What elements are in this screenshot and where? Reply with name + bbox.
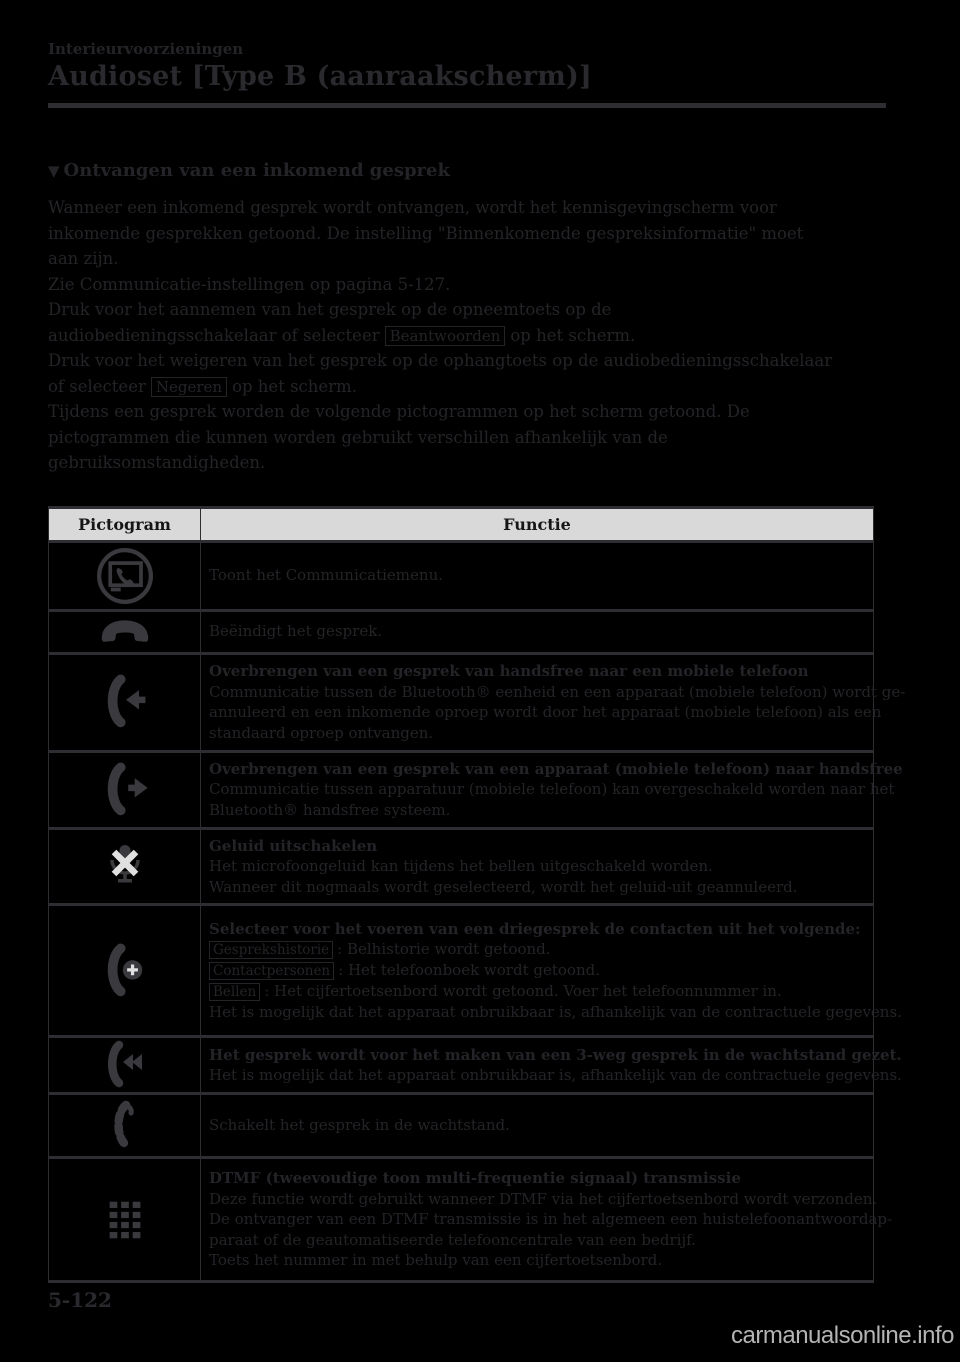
functie-cell	[201, 751, 903, 828]
hold-call-icon	[99, 1098, 151, 1154]
call-waiting-3way-icon	[99, 1039, 151, 1091]
answer-button-label: Beantwoorden	[385, 326, 506, 346]
pictogram-cell	[49, 828, 201, 905]
pictogram-cell	[49, 1158, 201, 1282]
functie-cell	[201, 541, 874, 610]
function-text: Communicatie tussen de Bluetooth® eenheid en een apparaat (mobiele telefoon) wordt ge-	[209, 682, 906, 701]
function-option	[209, 981, 867, 1002]
function-text: De ontvanger van een DTMF transmissie is in het algemeen een huistelefoonantwoordap-	[209, 1210, 893, 1229]
intro-line: Druk voor het aannemen van het gesprek op de opneemtoets op de	[48, 300, 612, 319]
pictogram-cell	[49, 610, 201, 653]
function-title: Overbrengen van een gesprek van handsfree naar een mobiele telefoon	[209, 662, 809, 680]
end-call-icon	[97, 613, 153, 651]
section-heading-label: Ontvangen van een inkomend gesprek	[63, 160, 450, 181]
function-text: Het is mogelijk dat het apparaat onbruikbaar is, afhankelijk van de contractuele gegevens.	[209, 1066, 902, 1084]
intro-line: Zie Communicatie-instellingen op pagina 5-127.	[48, 274, 451, 294]
functie-cell	[201, 828, 874, 905]
function-text: paraat of de geautomatiseerde telefooncentrale van een bedrijf.	[209, 1230, 696, 1249]
function-title: Het gesprek wordt voor het maken van een 3-weg gesprek in de wachtstand gezet.	[209, 1045, 902, 1064]
functie-cell	[201, 653, 906, 751]
function-text: Wanneer dit nogmaals wordt geselecteerd, wordt het geluid-uit geannuleerd.	[209, 877, 798, 896]
functie-cell	[201, 1037, 902, 1094]
contacts-button-label: Contactpersonen	[209, 962, 334, 980]
table-header-row	[49, 507, 874, 541]
intro-line-text: op het scherm.	[510, 325, 636, 345]
page-number: 5-122	[48, 1288, 112, 1312]
watermark: carmanualsonline.info	[731, 1322, 954, 1349]
mute-microphone-icon	[99, 840, 151, 892]
function-text: Communicatie tussen apparatuur (mobiele telefoon) kan overgeschakeld worden naar het	[209, 780, 895, 799]
dtmf-keypad-icon	[100, 1193, 150, 1247]
pictogram-cell	[49, 905, 201, 1037]
table-row	[49, 1094, 874, 1158]
section-heading	[48, 160, 878, 182]
function-text: Deze functie wordt gebruikt wanneer DTMF via het cijfertoetsenbord wordt verzonden.	[209, 1189, 878, 1208]
breadcrumb: Interieurvoorzieningen	[48, 40, 244, 58]
functie-cell	[201, 1158, 893, 1282]
table-row	[49, 751, 874, 828]
three-way-call-icon	[97, 943, 153, 999]
table-row	[49, 541, 874, 610]
page-title: Audioset [Type B (aanraakscherm)]	[48, 61, 592, 92]
pictogram-cell	[49, 1094, 201, 1158]
intro-line-text: op het scherm.	[232, 376, 357, 396]
functie-cell	[201, 1094, 874, 1158]
function-text: annuleerd en een inkomende oproep wordt door het apparaat (mobiele telefoon) als een	[209, 703, 882, 721]
function-title: Geluid uitschakelen	[209, 836, 378, 855]
pictogram-function-table	[48, 506, 906, 1284]
function-option	[209, 960, 867, 981]
intro-line-text: of selecteer	[48, 376, 146, 396]
intro-line: Druk voor het weigeren van het gesprek op de ophangtoets op de audiobedieningsschakelaar	[48, 351, 833, 370]
intro-text	[48, 195, 878, 476]
pictogram-cell	[49, 1037, 201, 1094]
pictogram-cell	[49, 751, 201, 828]
table-row	[49, 905, 874, 1037]
intro-line: gebruiksomstandigheden.	[48, 453, 266, 472]
function-text: standaard oproep ontvangen.	[209, 723, 434, 742]
function-title: Selecteer voor het voeren van een driegesprek de contacten uit het volgende:	[209, 919, 861, 938]
functie-cell	[201, 610, 874, 653]
dial-button-label: Bellen	[209, 983, 260, 1001]
column-header-pictogram: Pictogram	[49, 507, 201, 541]
function-text: Beëindigt het gesprek.	[209, 622, 383, 641]
column-header-functie: Functie	[201, 507, 874, 541]
functie-cell	[201, 905, 902, 1037]
function-text: Bluetooth® handsfree systeem.	[209, 800, 451, 819]
intro-line: inkomende gesprekken getoond. De instelling "Binnenkomende gespreksinformatie" moet	[48, 223, 804, 243]
function-text: Toont het Communicatiemenu.	[209, 566, 444, 585]
intro-line: Wanneer een inkomend gesprek wordt ontvangen, wordt het kennisgevingscherm voor	[48, 198, 777, 217]
function-title: Overbrengen van een gesprek van een apparaat (mobiele telefoon) naar handsfree	[209, 759, 903, 778]
function-text: Het is mogelijk dat het apparaat onbruikbaar is, afhankelijk van de contractuele gegevens.	[209, 1003, 902, 1021]
manual-page-content	[48, 40, 906, 1283]
table-row	[49, 610, 874, 653]
table-row	[49, 1158, 874, 1282]
function-title: DTMF (tweevoudige toon multi-frequentie signaal) transmissie	[209, 1169, 741, 1188]
table-row	[49, 653, 874, 751]
option-text: : Het telefoonboek wordt getoond.	[338, 961, 600, 979]
section-marker-icon: ▼	[48, 162, 60, 180]
communication-menu-icon	[93, 544, 157, 608]
intro-line: aan zijn.	[48, 249, 119, 268]
pictogram-cell	[49, 653, 201, 751]
function-option	[209, 939, 867, 960]
function-text: Het microfoongeluid kan tijdens het bellen uitgeschakeld worden.	[209, 857, 713, 875]
intro-line: Tijdens een gesprek worden de volgende pictogrammen op het scherm getoond. De	[48, 402, 750, 421]
call-history-button-label: Gesprekshistorie	[209, 941, 333, 959]
function-text: Schakelt het gesprek in de wachtstand.	[209, 1116, 510, 1135]
intro-line: pictogrammen die kunnen worden gebruikt verschillen afhankelijk van de	[48, 427, 668, 447]
option-text: : Het cijfertoetsenbord wordt getoond. Voer het telefoonnummer in.	[264, 982, 782, 1000]
table-row	[49, 828, 874, 905]
intro-line	[48, 374, 878, 400]
table-row	[49, 1037, 874, 1094]
ignore-button-label: Negeren	[151, 377, 227, 397]
pictogram-cell	[49, 541, 201, 610]
option-text: : Belhistorie wordt getoond.	[337, 940, 551, 958]
transfer-to-phone-icon	[97, 674, 153, 730]
intro-line	[48, 323, 878, 349]
transfer-to-handsfree-icon	[97, 762, 153, 818]
function-text: Toets het nummer in met behulp van een cijfertoetsenbord.	[209, 1251, 663, 1270]
title-divider	[48, 103, 886, 108]
intro-line-text: audiobedieningsschakelaar of selecteer	[48, 325, 380, 345]
